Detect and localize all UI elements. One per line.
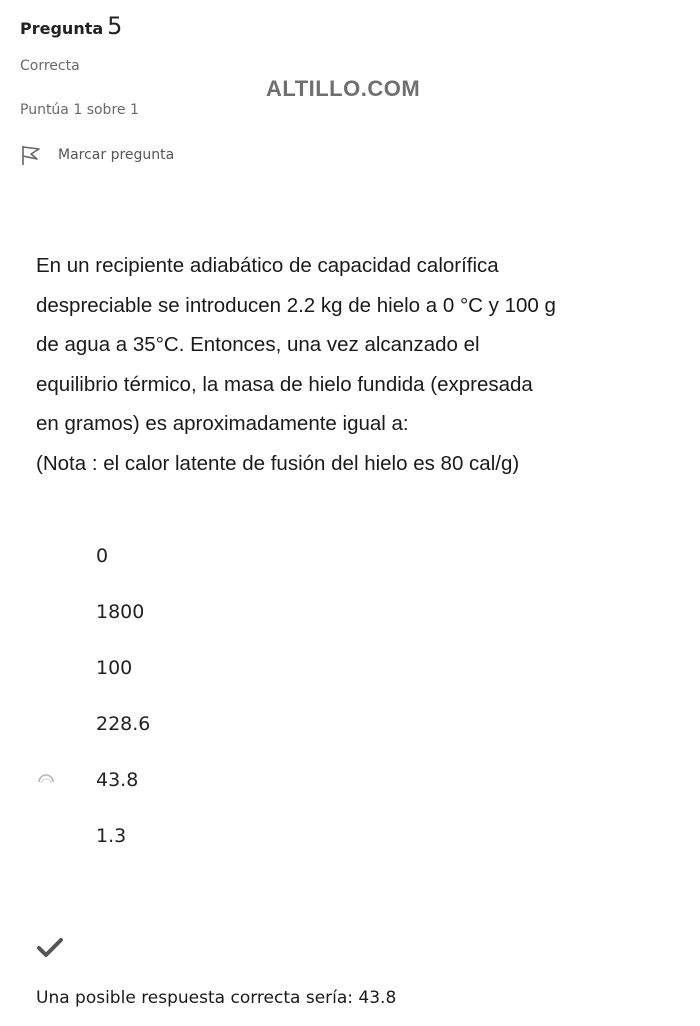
flag-icon xyxy=(20,144,42,166)
answer-list xyxy=(36,528,436,864)
question-title xyxy=(20,10,240,42)
feedback-text: Una posible respuesta correcta sería: 43.8 xyxy=(36,988,397,1008)
check-icon xyxy=(36,936,64,960)
answer-label: 0 xyxy=(96,545,109,567)
answer-label: 100 xyxy=(96,657,133,679)
watermark: ALTILLO.COM xyxy=(266,76,421,101)
flag-question-button[interactable] xyxy=(20,144,174,166)
answer-option-43-8[interactable] xyxy=(36,752,436,808)
question-text xyxy=(36,246,696,483)
question-grade: Puntúa 1 sobre 1 xyxy=(20,102,139,118)
radio-selected-icon[interactable] xyxy=(36,770,56,790)
answer-option-100[interactable] xyxy=(36,640,436,696)
answer-label: 43.8 xyxy=(96,769,139,791)
answer-option-0[interactable] xyxy=(36,528,436,584)
question-text-line: en gramos) es aproximadamente igual a: xyxy=(36,412,409,435)
question-text-line: equilibrio térmico, la masa de hielo fundida (expresada xyxy=(36,372,533,396)
answer-option-228-6[interactable] xyxy=(36,696,436,752)
flag-label: Marcar pregunta xyxy=(58,147,175,163)
question-text-line: En un recipiente adiabático de capacidad calorífica xyxy=(36,254,499,277)
answer-label: 1800 xyxy=(96,601,145,623)
question-state: Correcta xyxy=(20,58,80,74)
answer-label: 1.3 xyxy=(96,825,127,847)
question-text-line: (Nota : el calor latente de fusión del hielo es 80 cal/g) xyxy=(36,451,520,475)
answer-option-1800[interactable] xyxy=(36,584,436,640)
question-text-line: de agua a 35°C. Entonces, una vez alcanzado el xyxy=(36,333,480,356)
question-info xyxy=(20,10,240,163)
question-label: Pregunta xyxy=(20,19,104,38)
answer-label: 228.6 xyxy=(96,713,151,735)
answer-option-1-3[interactable] xyxy=(36,808,436,864)
question-number: 5 xyxy=(107,12,123,40)
question-text-line: despreciable se introducen 2.2 kg de hielo a 0 °C y 100 g xyxy=(36,293,556,317)
